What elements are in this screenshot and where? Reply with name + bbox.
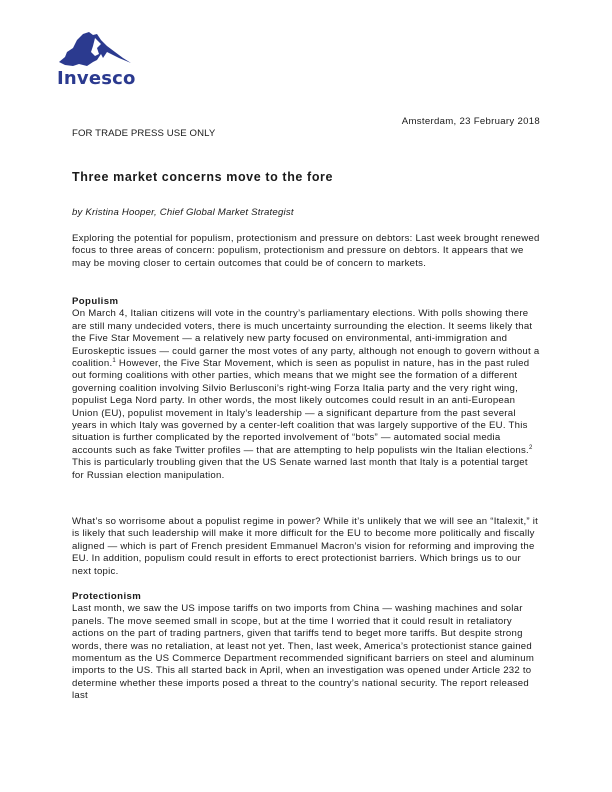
paragraph-text: On March 4, Italian citizens will vote in the country’s parliamentary elections. With polls showing there are still many undecided voters, there is much uncertainty surrounding the election. It seems likely that the Five Star Movement — a relatively new party focused on environmental, anti-immigration and Euroskeptic issues — could garner the most votes of any party, although not enough to govern without a coalition.: [72, 308, 540, 370]
mountain-logo-icon: [57, 30, 137, 70]
intro-paragraph: [72, 233, 542, 270]
populism-paragraph-1: [72, 308, 542, 482]
populism-paragraph-2: What’s so worrisome about a populist regime in power? While it’s unlikely that we will see an “Italexit,” it is likely that such leadership will make it more difficult for the EU to become more politically and fiscally aligned — which is part of French president Emmanuel Macron’s vision for reforming and improving the EU. In addition, populism could result in efforts to erect protectionist barriers. Which brings us to our next topic.: [72, 516, 539, 577]
section-populism: [72, 296, 542, 482]
article-byline: by Kristina Hooper, Chief Global Market Strategist: [72, 207, 294, 218]
paragraph-text: However, the Five Star Movement, which is seen as populist in nature, has in the past ruled out forming coalitions with other parties, which means that we might see the formation of a different governing coalition involving Silvio Berlusconi’s right-wing Forza Italia party and the very right wing, populist Lega Nord party. In other words, the most likely outcomes could result in an anti-European Union (EU), populist movement in Italy’s leadership — a significant departure from the past several years in which Italy was governed by a center-left coalition that was largely supportive of the EU. This situation is further complicated by the reported involvement of “bots” — automated social media accounts such as fake Twitter profiles — that are attempting to help populists win the Italian elections.: [72, 358, 530, 456]
footnote-ref-2[interactable]: 2: [528, 444, 533, 451]
protectionism-paragraph-1: Last month, we saw the US impose tariffs on two imports from China — washing machines and solar panels. The move seemed small in scope, but at the time I worried that it could result in retaliatory actions on the part of trading partners, given that tariffs tend to beget more tariffs. But despite strong words, there was no retaliation, at least not yet. Then, last week, America’s protectionist stance gained momentum as the US Commerce Department recommended significant barriers on steel and aluminum imports to the US. This all started back in April, when an investigation was opened under Article 232 to determine whether these imports posed a threat to the country’s national security. The report released last: [72, 603, 535, 702]
section-heading-protectionism: Protectionism: [72, 591, 142, 602]
logo-wordmark: Invesco: [57, 68, 136, 89]
article-title: Three market concerns move to the fore: [72, 170, 334, 184]
press-notice: FOR TRADE PRESS USE ONLY: [72, 128, 216, 139]
paragraph-text: This is particularly troubling given that the US Senate warned last month that Italy is a potential target for Russian election manipulation.: [72, 457, 528, 481]
section-heading-populism: Populism: [72, 296, 119, 307]
populism-paragraph-2-block: [72, 516, 542, 578]
intro-text: Exploring the potential for populism, protectionism and pressure on debtors: Last week brought renewed focus to three areas of concern: populism, protectionism and pressure on debtors. It appears that we may be moving closer to certain outcomes that could be of concern to markets.: [72, 233, 540, 269]
invesco-logo: [57, 30, 137, 96]
dateline: Amsterdam, 23 February 2018: [401, 116, 540, 127]
section-protectionism: [72, 591, 542, 703]
footnote-ref-1[interactable]: 1: [112, 358, 116, 365]
